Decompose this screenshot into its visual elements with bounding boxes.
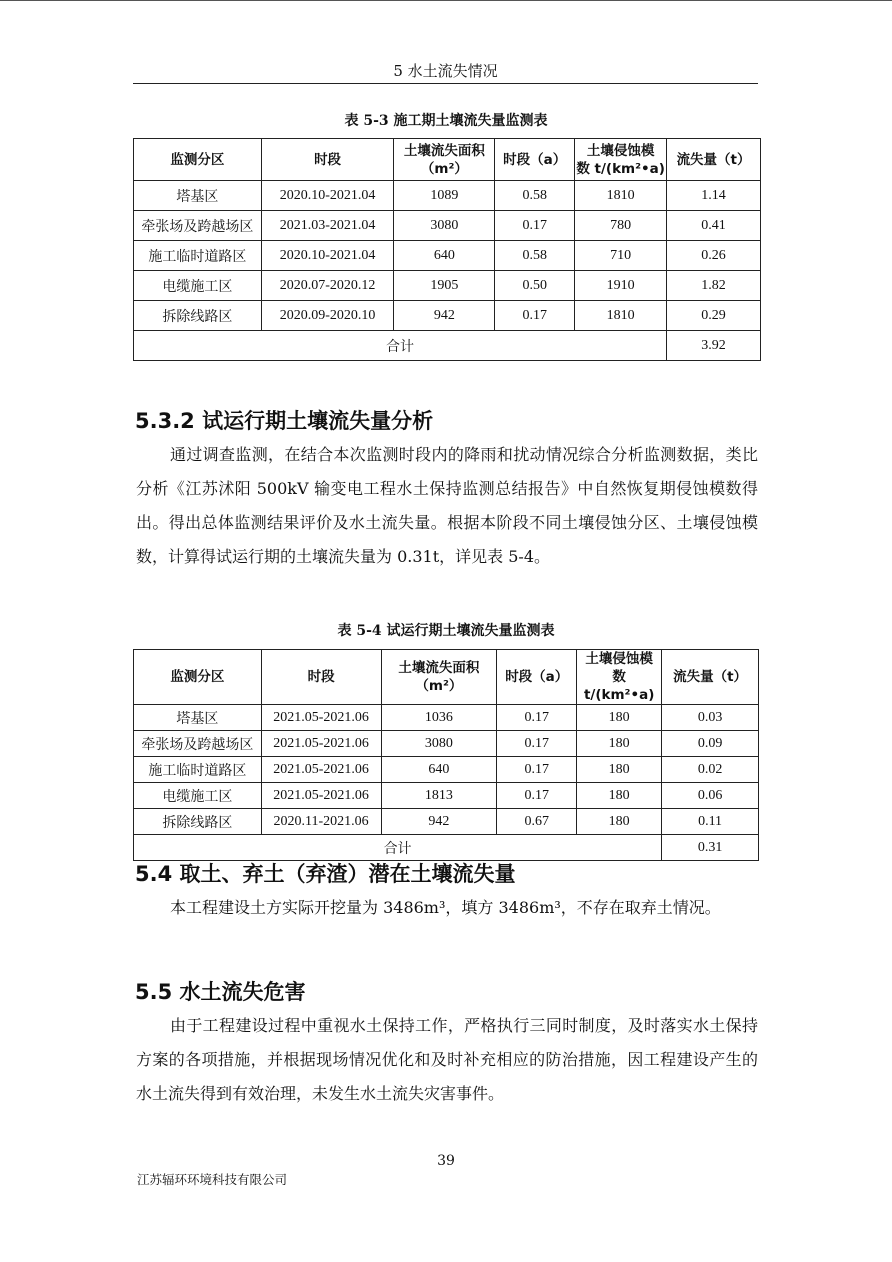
total-label: 合计 xyxy=(134,835,662,861)
cell: 180 xyxy=(577,705,662,731)
cell: 0.29 xyxy=(667,301,761,331)
cell: 2020.09-2020.10 xyxy=(261,301,394,331)
col-header-loss: 流失量（t） xyxy=(667,139,761,181)
cell: 0.26 xyxy=(667,241,761,271)
col-header-erosion-modulus: 土壤侵蚀模 数 t/(km²•a) xyxy=(577,650,662,705)
table-row xyxy=(134,757,759,783)
cell: 180 xyxy=(577,731,662,757)
cell: 1910 xyxy=(575,271,667,301)
header-rule xyxy=(133,83,758,84)
table-header-row xyxy=(134,139,761,181)
col-header-erosion-modulus: 土壤侵蚀模 数 t/(km²•a) xyxy=(575,139,667,181)
cell: 640 xyxy=(394,241,495,271)
cell: 3080 xyxy=(381,731,497,757)
cell: 2020.10-2021.04 xyxy=(261,241,394,271)
cell: 1810 xyxy=(575,181,667,211)
footer-company: 江苏辐环环境科技有限公司 xyxy=(137,1172,288,1187)
cell: 0.17 xyxy=(497,705,577,731)
cell: 0.03 xyxy=(662,705,759,731)
col-header-area: 土壤流失面积 （m²） xyxy=(394,139,495,181)
cell: 0.58 xyxy=(495,181,575,211)
cell: 牵张场及跨越场区 xyxy=(134,211,262,241)
cell: 0.06 xyxy=(662,783,759,809)
table-5-3 xyxy=(133,138,761,361)
cell: 180 xyxy=(577,757,662,783)
cell: 2021.05-2021.06 xyxy=(261,731,381,757)
col-header-area: 土壤流失面积 （m²） xyxy=(381,650,497,705)
cell: 施工临时道路区 xyxy=(134,757,262,783)
cell: 780 xyxy=(575,211,667,241)
section-5-4-paragraph: 本工程建设土方实际开挖量为 3486m³，填方 3486m³，不存在取弃土情况。 xyxy=(170,898,721,917)
cell: 942 xyxy=(381,809,497,835)
cell: 2020.07-2020.12 xyxy=(261,271,394,301)
cell: 0.02 xyxy=(662,757,759,783)
section-5-3-2-title: 5.3.2 试运行期土壤流失量分析 xyxy=(135,409,434,433)
table-row xyxy=(134,809,759,835)
col-header-zone: 监测分区 xyxy=(134,650,262,705)
cell: 2021.05-2021.06 xyxy=(261,705,381,731)
table-row xyxy=(134,705,759,731)
col-header-duration: 时段（a） xyxy=(495,139,575,181)
table-row xyxy=(134,783,759,809)
running-header: 5 水土流失情况 xyxy=(393,62,498,80)
cell: 0.67 xyxy=(497,809,577,835)
cell: 180 xyxy=(577,809,662,835)
section-5-5-paragraph: 由于工程建设过程中重视水土保持工作，严格执行三同时制度，及时落实水土保持方案的各项措施，并根据现场情况优化和及时补充相应的防治措施，因工程建设产生的水土流失得到有效治理，未发生水土流失灾害事件。 xyxy=(136,1016,758,1103)
table-5-3-caption: 表 5-3 施工期土壤流失量监测表 xyxy=(344,113,548,129)
cell: 0.17 xyxy=(497,731,577,757)
cell: 0.58 xyxy=(495,241,575,271)
cell: 0.17 xyxy=(497,783,577,809)
cell: 电缆施工区 xyxy=(134,783,262,809)
section-5-3-2-paragraph: 通过调查监测，在结合本次监测时段内的降雨和扰动情况综合分析监测数据，类比分析《江苏沭阳 500kV 输变电工程水土保持监测总结报告》中自然恢复期侵蚀模数得出。得出总体监测结果评价及水土流失量。根据本阶段不同土壤侵蚀分区、土壤侵蚀模数，计算得试运行期的土壤流失量为 0.31t，详见表 5-4。 xyxy=(136,445,758,566)
table-row xyxy=(134,271,761,301)
cell: 942 xyxy=(394,301,495,331)
cell: 710 xyxy=(575,241,667,271)
total-value: 0.31 xyxy=(662,835,759,861)
cell: 2021.05-2021.06 xyxy=(261,783,381,809)
page-top-border xyxy=(0,0,892,1)
cell: 1036 xyxy=(381,705,497,731)
cell: 0.41 xyxy=(667,211,761,241)
table-row xyxy=(134,181,761,211)
cell: 施工临时道路区 xyxy=(134,241,262,271)
table-row xyxy=(134,301,761,331)
cell: 3080 xyxy=(394,211,495,241)
cell: 1089 xyxy=(394,181,495,211)
table-total-row xyxy=(134,835,759,861)
cell: 1.14 xyxy=(667,181,761,211)
cell: 1905 xyxy=(394,271,495,301)
cell: 拆除线路区 xyxy=(134,301,262,331)
section-5-5-title: 5.5 水土流失危害 xyxy=(135,980,306,1004)
cell: 0.17 xyxy=(497,757,577,783)
table-5-4 xyxy=(133,649,759,861)
cell: 1.82 xyxy=(667,271,761,301)
cell: 0.17 xyxy=(495,211,575,241)
total-label: 合计 xyxy=(134,331,667,361)
page-number: 39 xyxy=(437,1153,455,1169)
col-header-period: 时段 xyxy=(261,650,381,705)
table-5-4-caption: 表 5-4 试运行期土壤流失量监测表 xyxy=(337,623,555,639)
cell: 2020.11-2021.06 xyxy=(261,809,381,835)
col-header-loss: 流失量（t） xyxy=(662,650,759,705)
total-value: 3.92 xyxy=(667,331,761,361)
col-header-duration: 时段（a） xyxy=(497,650,577,705)
col-header-period: 时段 xyxy=(261,139,394,181)
cell: 180 xyxy=(577,783,662,809)
cell: 1813 xyxy=(381,783,497,809)
cell: 牵张场及跨越场区 xyxy=(134,731,262,757)
cell: 0.50 xyxy=(495,271,575,301)
cell: 0.09 xyxy=(662,731,759,757)
table-total-row xyxy=(134,331,761,361)
cell: 2021.05-2021.06 xyxy=(261,757,381,783)
section-5-4-title: 5.4 取土、弃土（弃渣）潜在土壤流失量 xyxy=(135,862,516,886)
cell: 电缆施工区 xyxy=(134,271,262,301)
cell: 拆除线路区 xyxy=(134,809,262,835)
table-header-row xyxy=(134,650,759,705)
cell: 1810 xyxy=(575,301,667,331)
table-row xyxy=(134,211,761,241)
cell: 0.11 xyxy=(662,809,759,835)
cell: 塔基区 xyxy=(134,181,262,211)
cell: 2020.10-2021.04 xyxy=(261,181,394,211)
table-row xyxy=(134,241,761,271)
table-row xyxy=(134,731,759,757)
cell: 0.17 xyxy=(495,301,575,331)
cell: 2021.03-2021.04 xyxy=(261,211,394,241)
col-header-zone: 监测分区 xyxy=(134,139,262,181)
cell: 640 xyxy=(381,757,497,783)
cell: 塔基区 xyxy=(134,705,262,731)
